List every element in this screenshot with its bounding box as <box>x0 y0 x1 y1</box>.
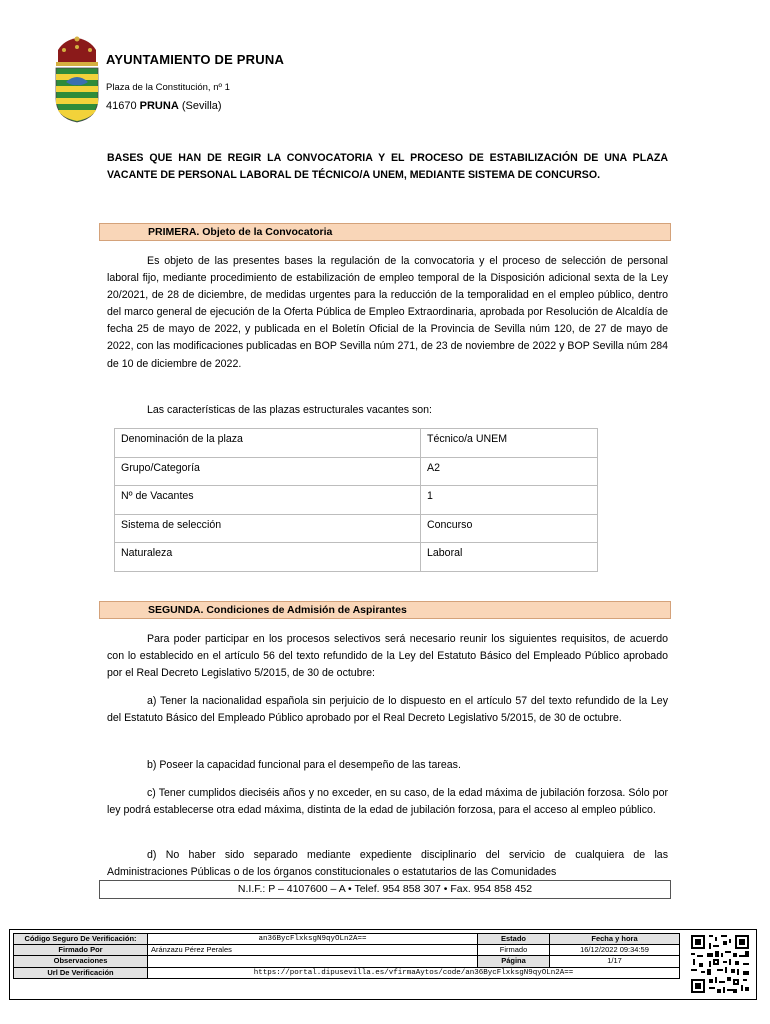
table-cell: A2 <box>421 457 598 486</box>
contact-footer: N.I.F.: P – 4107600 – A • Telef. 954 858 307 • Fax. 954 858 452 <box>99 880 671 899</box>
vacancy-features-table <box>114 428 598 572</box>
section-heading-text: SEGUNDA. Condiciones de Admisión de Aspirantes <box>148 604 407 616</box>
city: PRUNA <box>139 100 179 112</box>
section-heading-primera <box>99 223 671 241</box>
requirement-a: a) Tener la nacionalidad española sin perjuicio de lo dispuesto en el artículo 57 del texto refundido de la Ley del Estatuto Básico del Empleado Público aprobado por el Real Decreto Legislativo 5/2015, de 30 de octubre. <box>107 695 668 725</box>
pagina-value: 1/17 <box>550 956 680 967</box>
label-firmado: Firmado Por <box>14 945 148 956</box>
requirement-d: d) No haber sido separado mediante expediente disciplinario del servicio de cualquiera de las Administraciones Públicas o de los órganos constitucionales o estatutarios de las Comunidades <box>107 849 668 879</box>
table-cell: Sistema de selección <box>115 514 421 543</box>
requirement-c: c) Tener cumplidos dieciséis años y no exceder, en su caso, de la edad máxima de jubilación forzosa. Sólo por ley podrá establecerse otra edad máxima, distinta de la edad de jubilación forzosa, para el acceso al empleo público. <box>107 787 668 817</box>
section-heading-text: PRIMERA. Objeto de la Convocatoria <box>148 226 333 238</box>
table-row <box>115 457 598 486</box>
table-cell: Concurso <box>421 514 598 543</box>
table-cell: Naturaleza <box>115 543 421 572</box>
document-title: BASES QUE HAN DE REGIR LA CONVOCATORIA Y EL PROCESO DE ESTABILIZACIÓN DE UNA PLAZA VACANTE DE PERSONAL LABORAL DE TÉCNICO/A UNEM, MEDIANTE SISTEMA DE CONCURSO. <box>107 152 668 181</box>
postal-code: 41670 <box>106 100 137 112</box>
table-row <box>115 429 598 458</box>
address-line: Plaza de la Constitución, nº 1 <box>106 82 230 93</box>
paragraph: Para poder participar en los procesos selectivos será necesario reunir los siguientes requisitos, de acuerdo con lo establecido en el artículo 56 del texto refundido de la Ley del Estatuto Básico del Empleado Público aprobado por el Real Decreto Legislativo 5/2015, de 30 de octubre: <box>107 633 668 680</box>
verification-code: an36BycFlxksgN9qyOLn2A== <box>148 934 478 945</box>
org-name: AYUNTAMIENTO DE PRUNA <box>106 52 285 67</box>
section-heading-segunda <box>99 601 671 619</box>
table-cell: Denominación de la plaza <box>115 429 421 458</box>
label-codigo: Código Seguro De Verificación: <box>14 934 148 945</box>
table-cell: Nº de Vacantes <box>115 486 421 515</box>
table-row <box>115 514 598 543</box>
table-row <box>115 543 598 572</box>
province: (Sevilla) <box>181 100 222 112</box>
city-line <box>106 100 222 112</box>
table-cell: Grupo/Categoría <box>115 457 421 486</box>
table-row <box>115 486 598 515</box>
table-cell: Laboral <box>421 543 598 572</box>
verification-url[interactable]: https://portal.dipusevilla.es/vfirmaAytos/code/an36BycFlxksgN9qyOLn2A== <box>148 967 680 978</box>
label-observaciones: Observaciones <box>14 956 148 967</box>
observaciones-value <box>148 956 478 967</box>
signer-name: Aránzazu Pérez Perales <box>148 945 478 956</box>
qr-code-icon <box>689 933 751 995</box>
estado-value: Firmado <box>478 945 550 956</box>
requirement-b: b) Poseer la capacidad funcional para el desempeño de las tareas. <box>147 759 461 771</box>
coat-of-arms-logo <box>52 36 102 124</box>
label-estado: Estado <box>478 934 550 945</box>
label-fecha: Fecha y hora <box>550 934 680 945</box>
label-url: Url De Verificación <box>14 967 148 978</box>
paragraph: Las características de las plazas estructurales vacantes son: <box>147 404 432 416</box>
signature-table <box>13 933 680 979</box>
table-cell: 1 <box>421 486 598 515</box>
letterhead <box>52 36 352 126</box>
label-pagina: Página <box>478 956 550 967</box>
table-cell: Técnico/a UNEM <box>421 429 598 458</box>
paragraph: Es objeto de las presentes bases la regulación de la convocatoria y el proceso de selección de personal laboral fijo, mediante procedimiento de estabilización de empleo temporal de la Disposición adicional sexta de la Ley 20/2021, de 28 de diciembre, de medidas urgentes para la reducción de la temporalidad en el empleo público, dentro del marco general de ejecución de la Oferta Pública de Empleo Extraordinaria, aprobada por Resolución de Alcaldía de fecha 25 de mayo de 2022, y publicada en el Boletín Oficial de la Provincia de Sevilla núm 120, de 27 de mayo de 2022, con las modificaciones publicadas en BOP Sevilla núm 271, de 23 de noviembre de 2022 y BOP Sevilla núm 284 de 10 de diciembre de 2022. <box>107 255 668 370</box>
fecha-value: 16/12/2022 09:34:59 <box>550 945 680 956</box>
